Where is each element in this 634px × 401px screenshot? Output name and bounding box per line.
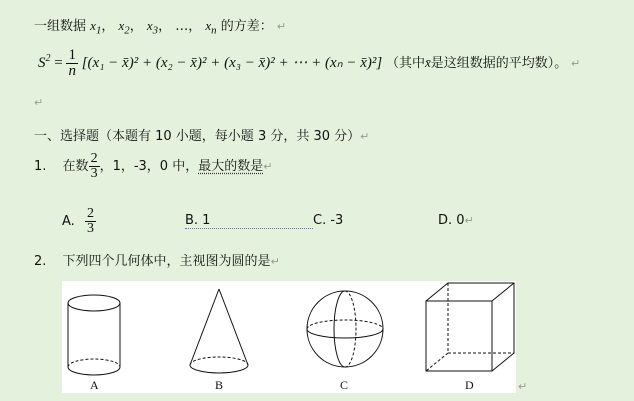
paragraph-mark: ↵ <box>263 160 273 173</box>
cube-shape <box>426 283 514 371</box>
var-xn: $x_n$ <box>205 18 217 37</box>
option-b-text: B. 1 <box>185 213 313 229</box>
question-number: 2. <box>34 254 47 269</box>
option-a-label: A. <box>62 214 75 229</box>
separator: ， <box>158 19 172 34</box>
paragraph-mark: ↵ <box>276 20 287 33</box>
figure-label-a: A <box>90 378 99 392</box>
formula-eq: = <box>54 54 63 71</box>
fraction-numerator: 2 <box>90 151 98 166</box>
separator: ， <box>188 19 202 34</box>
option-d-text: D. 0 <box>438 213 465 228</box>
question-1 <box>34 152 272 181</box>
intro-tail: 的方差： <box>220 19 273 34</box>
var-x3: $x_3$ <box>146 18 159 37</box>
option-a-fraction <box>85 207 96 236</box>
q1-fraction <box>89 152 100 181</box>
formula-body: [(x₁ − x̄)² + (x₂ − x̄)² + (x₃ − x̄)² + ⋯ + (xₙ − x̄)²] <box>81 54 383 71</box>
formula-fraction <box>66 48 78 79</box>
formula-lhs: $S^2$ <box>38 52 51 71</box>
q1-stem-pre: 在数 <box>62 159 89 174</box>
cylinder-shape <box>68 295 120 375</box>
section-title <box>34 125 369 144</box>
solids-figure <box>62 281 516 393</box>
solids-drawing <box>62 281 516 393</box>
paragraph-mark: ↵ <box>360 130 370 143</box>
ellipsis: … <box>175 19 189 34</box>
formula-note: （其中x̄是这组数据的平均数）。 <box>385 54 568 71</box>
sphere-shape <box>307 291 383 367</box>
blank-paragraph-mark: ↵ <box>34 96 44 109</box>
option-c-text: C. -3 <box>313 213 344 228</box>
paragraph-mark: ↵ <box>571 56 581 70</box>
separator: ， <box>101 19 115 34</box>
q1-option-b[interactable] <box>185 213 313 229</box>
separator: ， <box>129 19 143 34</box>
fraction-denominator: 3 <box>90 166 98 181</box>
section-title-text: 一、选择题（本题有 10 小题，每小题 3 分，共 30 分） <box>34 129 361 144</box>
fraction-denominator: n <box>68 63 76 79</box>
cone-shape <box>190 289 248 373</box>
question-number: 1. <box>34 159 47 174</box>
q1-option-c[interactable] <box>313 213 343 228</box>
intro-lead: 一组数据 <box>34 19 87 34</box>
q1-stem-mid: ，1，-3，0 中， <box>99 159 199 174</box>
fraction-numerator: 2 <box>86 206 94 221</box>
var-x1: $x_1$ <box>90 18 102 37</box>
paragraph-mark: ↵ <box>270 255 280 268</box>
fraction-denominator: 3 <box>86 221 94 236</box>
figure-label-d: D <box>465 378 474 392</box>
q1-option-a[interactable] <box>62 207 96 236</box>
paragraph-mark: ↵ <box>464 214 474 227</box>
q1-option-d[interactable] <box>438 213 474 228</box>
figure-paragraph-mark: ↵ <box>518 380 528 393</box>
figure-label-c: C <box>340 378 349 392</box>
q1-stem-emphasis: 最大的数是 <box>198 159 264 174</box>
variance-formula <box>38 48 580 79</box>
q2-stem: 下列四个几何体中，主视图为圆的是 <box>62 254 271 269</box>
fraction-numerator: 1 <box>68 47 76 63</box>
figure-label-b: B <box>215 378 224 392</box>
var-x2: $x_2$ <box>118 18 130 37</box>
intro-line <box>34 15 286 37</box>
question-2 <box>34 250 280 269</box>
